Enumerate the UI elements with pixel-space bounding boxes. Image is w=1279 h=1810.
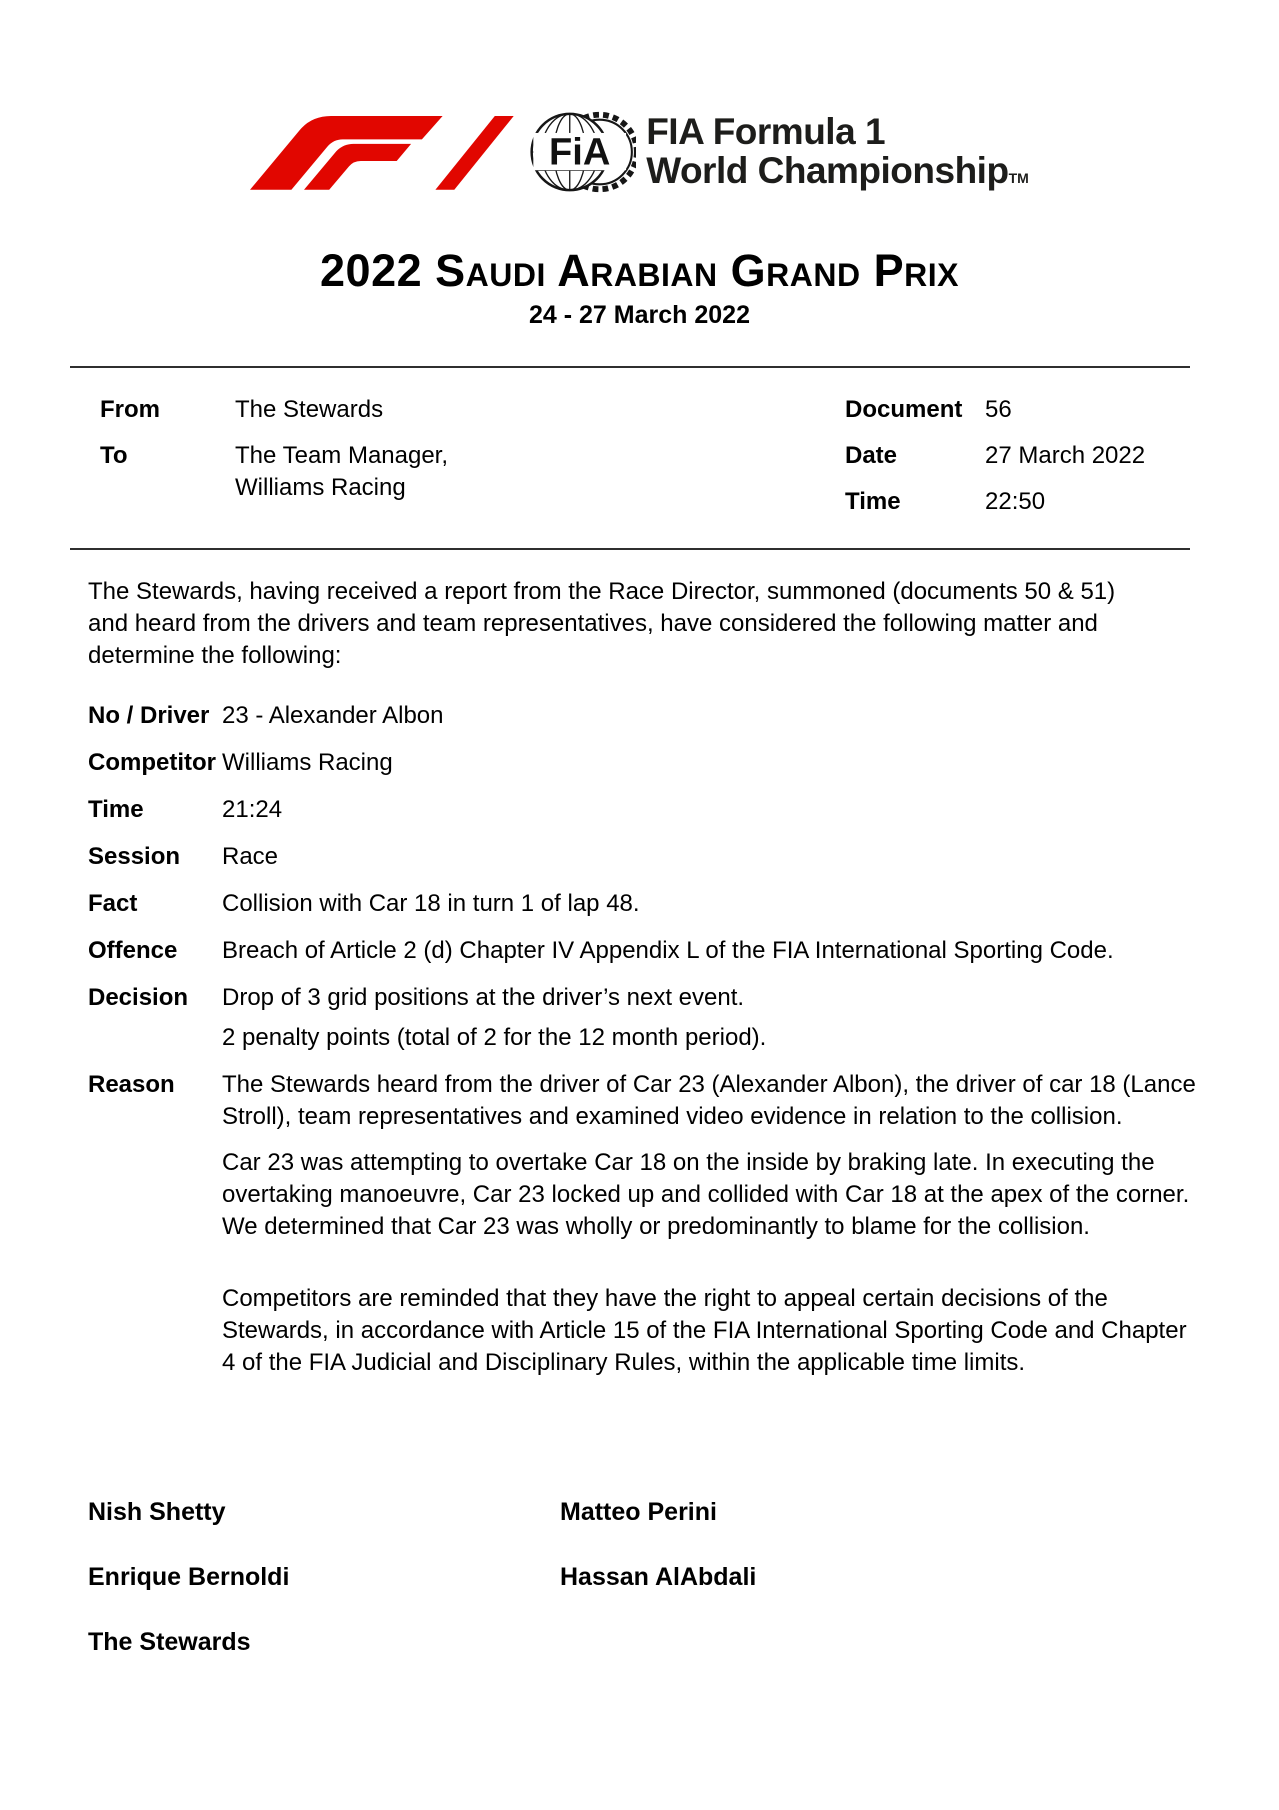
no-driver-row — [88, 700, 1279, 732]
fact-value: Collision with Car 18 in turn 1 of lap 48. — [222, 889, 640, 917]
offence-value: Breach of Article 2 (d) Chapter IV Appendix L of the FIA International Sporting Code. — [222, 936, 1114, 964]
decision-row — [88, 982, 1279, 1054]
offence-label: Offence — [88, 936, 178, 964]
to-label: To — [100, 441, 128, 469]
session-label: Session — [88, 842, 181, 870]
divider-bottom — [70, 548, 1190, 550]
reason-label: Reason — [88, 1070, 175, 1098]
time-of-incident-label: Time — [88, 795, 144, 823]
letterhead — [0, 368, 1279, 548]
from-row — [100, 394, 845, 426]
offence-row — [88, 935, 1279, 967]
fact-label: Fact — [88, 889, 138, 917]
competitor-label: Competitor — [88, 748, 216, 776]
from-value: The Stewards — [235, 395, 384, 423]
time-of-incident-row — [88, 794, 1279, 826]
date-value: 27 March 2022 — [985, 441, 1146, 469]
signature-row-2 — [88, 1562, 1279, 1592]
date-label: Date — [845, 441, 898, 469]
fia-emblem-icon — [530, 104, 636, 200]
trademark-mark: TM — [1008, 170, 1029, 186]
no-driver-value: 23 - Alexander Albon — [222, 701, 444, 729]
time-label: Time — [845, 487, 901, 515]
decision-details — [88, 700, 1279, 1379]
signature-hassan-alabdali: Hassan AlAbdali — [560, 1562, 757, 1591]
event-dates: 24 - 27 March 2022 — [529, 301, 750, 329]
letterhead-left — [100, 394, 845, 532]
time-of-incident-value: 21:24 — [222, 795, 283, 823]
signature-row-1 — [88, 1497, 1279, 1527]
reason-value: The Stewards heard from the driver of Car 23 (Alexander Albon), the driver of car 18 (Lance Stroll), team representatives and examined video evidence in relation to the collision. Car 23 was attempting to overtake Car 18 on the inside by braking late. In executing the overtaking manoeuvre, Car 23 locked up and collided with Car 18 at the apex of the corner. We determined that Car 23 was wholly or predominantly to blame for the collision. Competitors are reminded that they have the right to appeal certain decisions of the Stewards, in accordance with Article 15 of the FIA International Sporting Code and Chapter 4 of the FIA Judicial and Disciplinary Rules, within the applicable time limits. — [222, 1069, 1202, 1379]
reason-row — [88, 1069, 1279, 1379]
competitor-value: Williams Racing — [222, 748, 393, 776]
signature-closing: The Stewards — [88, 1627, 251, 1656]
document-label: Document — [845, 395, 963, 423]
to-row — [100, 440, 845, 504]
letterhead-right — [845, 394, 1190, 532]
decision-label: Decision — [88, 983, 189, 1011]
session-value: Race — [222, 842, 279, 870]
signature-nish-shetty: Nish Shetty — [88, 1497, 226, 1526]
signatures — [88, 1497, 1279, 1657]
session-row — [88, 841, 1279, 873]
competitor-row — [88, 747, 1279, 779]
time-row — [845, 486, 1190, 518]
header — [0, 0, 1279, 200]
appeal-notice: Competitors are reminded that they have the right to appeal certain decisions of the Stewards, in accordance with Article 15 of the FIA International Sporting Code and Chapter 4 of the FIA Judicial and Disciplinary Rules, within the applicable time limits. — [222, 1284, 1187, 1376]
document-value: 56 — [985, 395, 1012, 423]
document-row — [845, 394, 1190, 426]
to-value: The Team Manager, Williams Racing — [235, 441, 449, 501]
no-driver-label: No / Driver — [88, 701, 210, 729]
from-label: From — [100, 395, 160, 423]
f1-logo-icon — [250, 114, 520, 190]
date-row — [845, 440, 1190, 472]
event-title: 2022 Saudi Arabian Grand Prix — [320, 245, 959, 296]
intro-text: The Stewards, having received a report from the Race Director, summoned (documents 50 & 51) and heard from the drivers and team representatives, have considered the following matter and determine the following: — [88, 577, 1116, 669]
fact-row — [88, 888, 1279, 920]
intro-paragraph — [88, 576, 1143, 672]
wordmark-line2: World ChampionshipTM — [646, 150, 1029, 191]
wordmark-line1: FIA Formula 1 — [646, 111, 886, 153]
fia-letters: FiA — [549, 131, 611, 174]
time-value: 22:50 — [985, 487, 1046, 515]
championship-wordmark — [646, 113, 1029, 191]
signature-enrique-bernoldi: Enrique Bernoldi — [88, 1562, 290, 1591]
decision-value: Drop of 3 grid positions at the driver’s next event. 2 penalty points (total of 2 for the 12 month period). — [222, 983, 767, 1051]
signature-matteo-perini: Matteo Perini — [560, 1497, 717, 1526]
